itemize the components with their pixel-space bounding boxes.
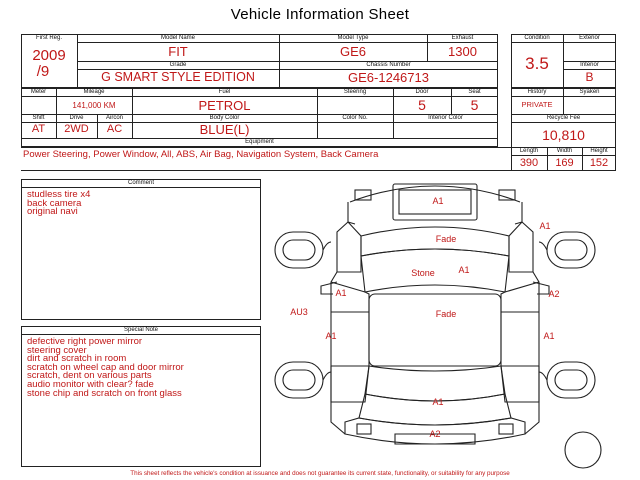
first-reg-year: 2009 bbox=[32, 47, 66, 64]
special-note-line: audio monitor with clear? fade bbox=[27, 379, 154, 390]
damage-mark-hood: Fade bbox=[435, 234, 457, 244]
damage-mark-left-edge: AU3 bbox=[290, 307, 308, 317]
syaken-label: Syaken bbox=[579, 89, 600, 95]
fuel-label: Fuel bbox=[218, 89, 231, 95]
special-note-line: scratch on wheel cap and door mirror bbox=[27, 361, 184, 373]
damage-mark-roof: Fade bbox=[435, 309, 457, 319]
aircon-label: Aircon bbox=[105, 115, 123, 121]
model-name-label: Model Name bbox=[160, 35, 195, 41]
height-value: 152 bbox=[589, 157, 609, 169]
special-note-line: scratch, dent on various parts bbox=[27, 370, 152, 382]
damage-mark-right-rear: A1 bbox=[543, 331, 555, 341]
body-color-label: Body Color bbox=[209, 115, 240, 121]
history-value: PRIVATE bbox=[521, 100, 553, 109]
special-note-label: Special Note bbox=[123, 327, 159, 333]
color-no-label: Color No. bbox=[342, 115, 368, 121]
damage-mark-right-front: A2 bbox=[548, 289, 560, 299]
width-label: Width bbox=[556, 148, 573, 154]
condition-value: 3.5 bbox=[525, 54, 549, 73]
seat-value: 5 bbox=[470, 97, 479, 113]
special-note-line: defective right power mirror bbox=[27, 336, 143, 347]
aircon-value: AC bbox=[106, 123, 123, 135]
damage-mark-glass-stone: Stone bbox=[411, 268, 435, 278]
equipment-value: Power Steering, Power Window, All, ABS, Air Bag, Navigation System, Back Camera bbox=[23, 149, 379, 160]
seat-label: Seat bbox=[468, 89, 481, 95]
chassis-value: GE6-1246713 bbox=[348, 70, 429, 85]
interior-color-label: Interior Color bbox=[428, 115, 463, 121]
damage-mark-right-top: A1 bbox=[539, 221, 551, 231]
mileage-label: Mileage bbox=[83, 89, 105, 95]
comment-label: Comment bbox=[127, 180, 154, 186]
interior-label: Interior bbox=[580, 62, 599, 68]
body-color-value: BLUE(L) bbox=[199, 122, 250, 137]
damage-mark-left-rear: A1 bbox=[325, 331, 337, 341]
special-note-line: steering cover bbox=[27, 344, 87, 356]
model-type-label: Model Type bbox=[337, 35, 369, 41]
damage-mark-glass-a1: A1 bbox=[458, 265, 470, 275]
drive-label: Drive bbox=[69, 115, 84, 121]
history-label: History bbox=[527, 89, 547, 95]
door-label: Door bbox=[415, 89, 429, 95]
shift-value: AT bbox=[31, 123, 46, 135]
damage-mark-left-front: A1 bbox=[335, 288, 347, 298]
door-value: 5 bbox=[418, 97, 426, 113]
length-value: 390 bbox=[519, 157, 539, 169]
model-type-value: GE6 bbox=[339, 44, 366, 59]
width-value: 169 bbox=[555, 157, 574, 169]
first-reg-month: /9 bbox=[36, 63, 50, 80]
equipment-label: Equipment bbox=[245, 139, 274, 145]
comment-line: back camera bbox=[27, 197, 82, 209]
recycle-fee-label: Recycle Fee bbox=[546, 115, 581, 121]
shift-label: Shift bbox=[32, 115, 45, 121]
disclaimer-footer: This sheet reflects the vehicle's condition at issuance and does not guarantee its current state, functionality, or suitability for any purpose bbox=[130, 470, 510, 477]
meter-label: Meter bbox=[30, 89, 47, 95]
fuel-value: PETROL bbox=[198, 98, 251, 113]
condition-label: Condition bbox=[524, 35, 550, 41]
chassis-label: Chassis Number bbox=[366, 62, 411, 68]
grade-label: Grade bbox=[169, 62, 187, 68]
drive-value: 2WD bbox=[64, 123, 89, 135]
damage-mark-top: A1 bbox=[432, 196, 444, 206]
steering-label: Steering bbox=[343, 89, 367, 95]
exhaust-value: 1300 bbox=[448, 44, 477, 59]
comment-line: studless tire x4 bbox=[27, 189, 91, 200]
special-note-line: dirt and scratch in room bbox=[27, 353, 127, 365]
grade-value: G SMART STYLE EDITION bbox=[101, 70, 255, 84]
damage-mark-bottom: A2 bbox=[429, 429, 441, 439]
first-reg-label: First Reg. bbox=[35, 35, 62, 41]
damage-mark-rear: A1 bbox=[432, 397, 444, 407]
height-label: Height bbox=[590, 148, 608, 154]
comment-line: original navi bbox=[27, 206, 78, 218]
exterior-label: Exterior bbox=[579, 35, 600, 41]
special-note-line: stone chip and scratch on front glass bbox=[27, 387, 182, 399]
model-name-value: FIT bbox=[168, 44, 188, 59]
page-title: Vehicle Information Sheet bbox=[230, 6, 410, 23]
exhaust-label: Exhaust bbox=[451, 35, 474, 41]
car-damage-diagram bbox=[265, 172, 620, 470]
recycle-fee-value: 10,810 bbox=[542, 127, 585, 143]
mileage-value: 141,000 KM bbox=[72, 101, 116, 110]
length-label: Length bbox=[519, 148, 539, 154]
interior-value: B bbox=[585, 70, 594, 84]
